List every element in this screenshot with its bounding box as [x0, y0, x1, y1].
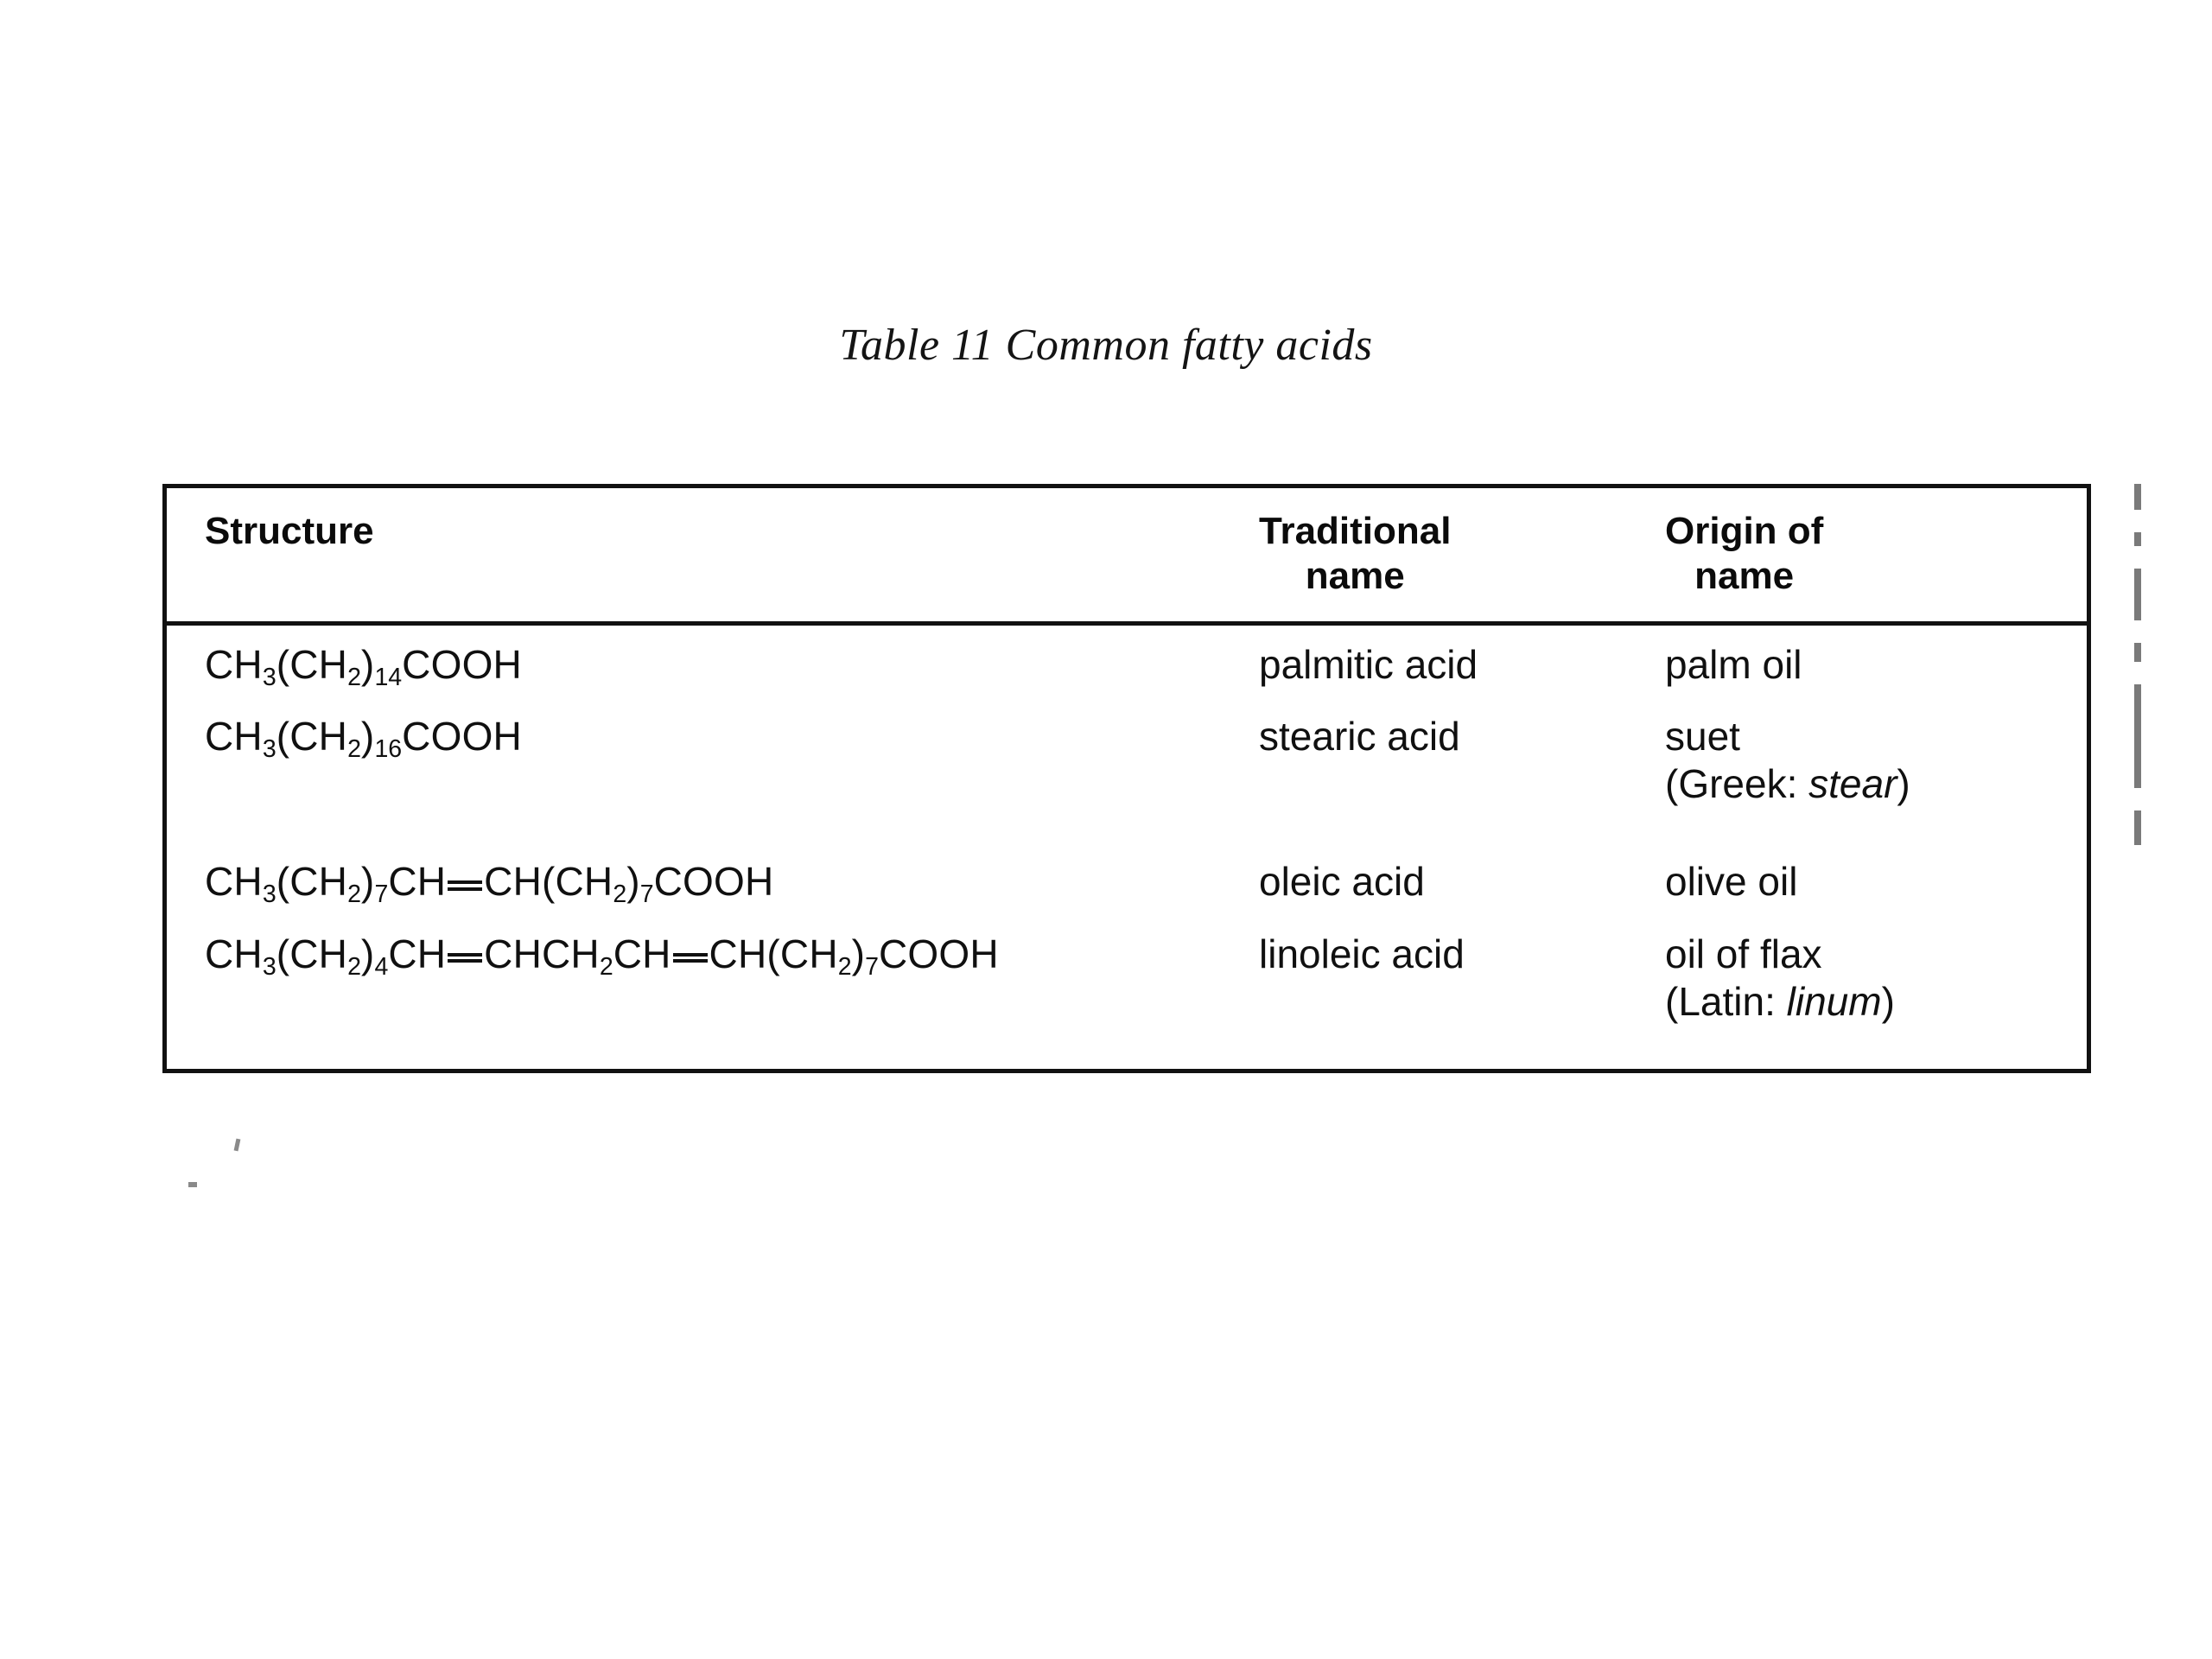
table-row: [167, 915, 2088, 1031]
column-header-traditional-line2: name: [1305, 554, 1405, 597]
column-header-traditional-line1: Traditional: [1259, 510, 1452, 552]
scan-edge-artifacts: [2134, 484, 2148, 950]
column-header-origin-of-name: [1665, 488, 2088, 623]
cell-traditional-name: stearic acid: [1259, 714, 1460, 760]
cell-origin-of-name: [1665, 842, 2088, 914]
formula-1: $CH_3(CH_2)_{16}COOH$: [205, 714, 522, 763]
cell-structure: [167, 842, 1259, 914]
column-header-origin-line1: Origin of: [1665, 510, 1824, 552]
spacer-cell: [1665, 1031, 2088, 1069]
cell-traditional-name: linoleic acid: [1259, 931, 1465, 976]
spacer-cell: [1259, 813, 1665, 842]
table-spacer-row: [167, 813, 2088, 842]
origin-line1: suet: [1665, 714, 1740, 760]
scan-mark: [2134, 810, 2141, 845]
table-caption: Table 11 Common fatty acids: [839, 321, 1373, 370]
scan-speck: [188, 1182, 197, 1187]
spacer-cell: [1665, 813, 2088, 842]
fatty-acids-table-container: [162, 484, 2091, 1073]
column-header-structure-label: Structure: [205, 510, 374, 552]
column-header-traditional-name: [1259, 488, 1665, 623]
origin-line1: oil of flax: [1665, 931, 1822, 976]
cell-origin-of-name: [1665, 623, 2088, 697]
fatty-acids-table: [167, 488, 2088, 1069]
cell-structure: [167, 915, 1259, 1031]
column-header-origin-line2: name: [1694, 554, 1795, 597]
table-body: [167, 623, 2088, 1069]
cell-origin-of-name: [1665, 697, 2088, 813]
formula-2: $CH_3(CH_2)_7CH$ $CH(CH_2)_7COOH$: [205, 859, 774, 909]
table-row: [167, 697, 2088, 813]
cell-traditional-name: oleic acid: [1259, 859, 1425, 905]
column-header-traditional-block: [1259, 509, 1451, 599]
spacer-cell: [167, 813, 1259, 842]
origin-line1: olive oil: [1665, 859, 1798, 905]
double-bond-icon: [673, 942, 708, 972]
cell-origin-of-name: [1665, 915, 2088, 1031]
column-header-origin-block: [1665, 509, 1823, 599]
cell-traditional-name: palmitic acid: [1259, 641, 1478, 687]
table-row: [167, 623, 2088, 697]
scan-mark: [2134, 484, 2141, 510]
scan-speck: [234, 1139, 241, 1152]
cell-structure: [167, 697, 1259, 813]
formula-3: $CH_3(CH_2)_4CH$ $CHCH_2CH$ $CH(CH_2)_7COOH$: [205, 931, 999, 981]
scan-mark: [2134, 532, 2141, 546]
scan-mark: [2134, 684, 2141, 788]
origin-line2: (Greek: stear): [1665, 761, 1910, 807]
origin-line2: (Latin: linum): [1665, 978, 1895, 1024]
spacer-cell: [167, 1031, 1259, 1069]
double-bond-icon: [448, 870, 482, 900]
scan-mark: [2134, 643, 2141, 662]
table-spacer-row: [167, 1031, 2088, 1069]
spacer-cell: [1259, 1031, 1665, 1069]
cell-structure: [167, 623, 1259, 697]
formula-0: $CH_3(CH_2)_{14}COOH$: [205, 641, 522, 691]
table-header: [167, 488, 2088, 623]
table-row: [167, 842, 2088, 914]
column-header-structure: [167, 488, 1259, 623]
table-header-row: [167, 488, 2088, 623]
scan-mark: [2134, 569, 2141, 620]
double-bond-icon: [448, 942, 482, 972]
origin-line1: palm oil: [1665, 641, 1802, 687]
